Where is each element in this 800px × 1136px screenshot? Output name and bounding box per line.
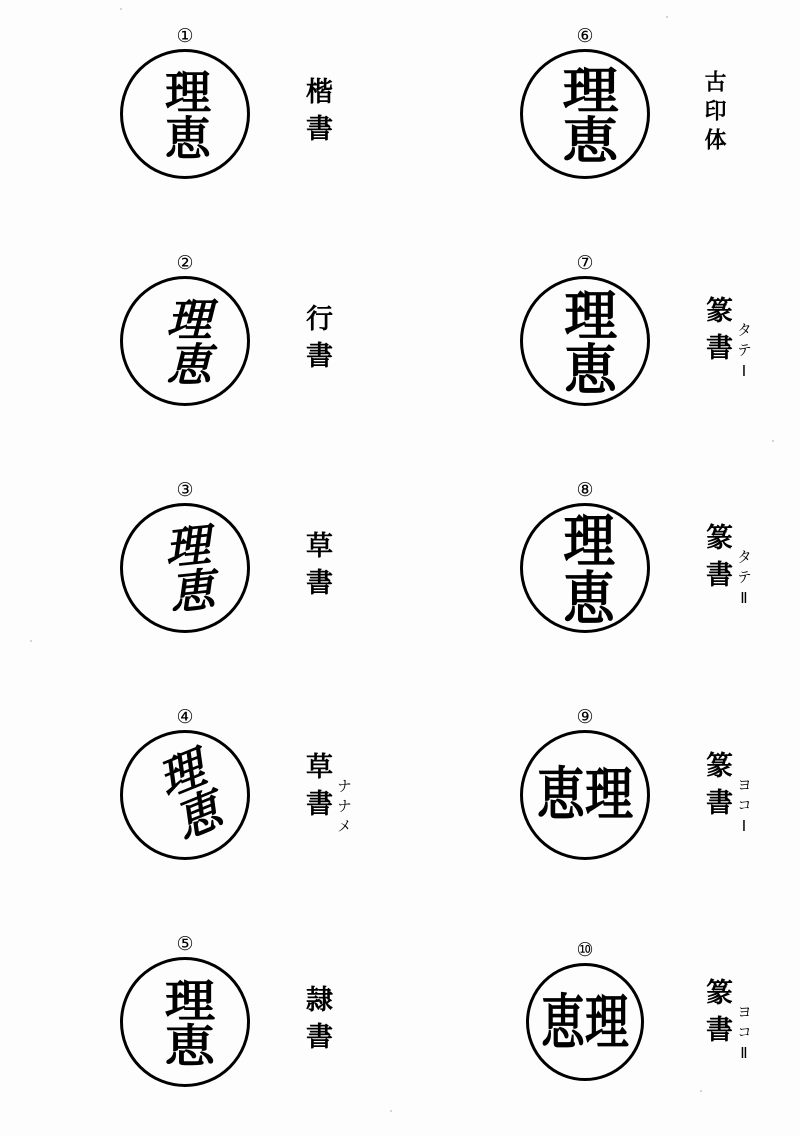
- seal-sample-1[interactable]: [0, 0, 400, 227]
- sample-number-1: ①: [176, 24, 194, 47]
- sample-number-4: ④: [176, 706, 194, 729]
- style-label-sub-10: ヨコⅡ: [735, 1003, 753, 1067]
- style-label-main-9: 篆書: [701, 750, 732, 825]
- sample-number-2: ②: [176, 251, 194, 274]
- seal-impression-9[interactable]: [520, 730, 650, 860]
- sample-number-3: ③: [176, 478, 194, 501]
- style-label-10: [703, 978, 751, 1067]
- seal-impression-4[interactable]: [120, 730, 250, 860]
- seal-characters-8: 理恵: [555, 510, 617, 626]
- sample-number-6: ⑥: [576, 24, 594, 47]
- sample-number-5: ⑤: [176, 933, 194, 956]
- style-label-main-6: 古印体: [701, 70, 727, 158]
- style-label-main-7: 篆書: [701, 296, 732, 371]
- sample-number-9: ⑨: [576, 706, 594, 729]
- seal-sample-9[interactable]: [400, 682, 800, 909]
- seal-characters-10: 理恵: [541, 987, 629, 1058]
- seal-impression-5[interactable]: [120, 957, 250, 1087]
- seal-characters-1: 理恵: [158, 67, 212, 160]
- style-label-main-2: 行書: [301, 303, 332, 378]
- style-label-1: [303, 77, 330, 151]
- stamp-block-9[interactable]: [485, 706, 685, 860]
- seal-impression-8[interactable]: [520, 503, 650, 633]
- seal-sample-6[interactable]: [400, 0, 800, 227]
- style-label-sub-7: タテⅠ: [735, 322, 753, 386]
- style-label-main-5: 隷書: [301, 985, 332, 1060]
- seal-characters-6: 理恵: [553, 63, 619, 164]
- style-label-3: [303, 531, 330, 605]
- seal-sample-7[interactable]: [400, 227, 800, 454]
- seal-impression-3[interactable]: [120, 503, 250, 633]
- seal-sample-10[interactable]: [400, 909, 800, 1136]
- style-label-9: [703, 751, 751, 840]
- style-label-main-3: 草書: [301, 530, 332, 605]
- seal-characters-9: 理恵: [536, 761, 633, 829]
- style-label-main-8: 篆書: [701, 523, 732, 598]
- style-label-8: [703, 523, 751, 612]
- stamp-block-4[interactable]: [85, 706, 285, 860]
- style-label-main-1: 楷書: [301, 76, 332, 151]
- seal-sample-5[interactable]: [0, 909, 400, 1136]
- sample-number-7: ⑦: [576, 251, 594, 274]
- seal-impression-10[interactable]: [526, 963, 644, 1081]
- seal-impression-6[interactable]: [520, 49, 650, 179]
- seal-sample-8[interactable]: [400, 454, 800, 681]
- style-label-sub-4: ナナメ: [335, 778, 353, 839]
- seal-impression-7[interactable]: [520, 276, 650, 406]
- style-label-5: [303, 985, 330, 1059]
- seal-characters-2: 理恵: [158, 295, 212, 386]
- sample-number-10: ⑩: [576, 939, 594, 962]
- style-label-main-10: 篆書: [701, 977, 732, 1052]
- seal-impression-1[interactable]: [120, 49, 250, 179]
- style-label-main-4: 草書: [301, 752, 332, 827]
- seal-characters-7: 理恵: [555, 287, 617, 395]
- stamp-block-3[interactable]: [85, 478, 285, 633]
- style-label-sub-8: タテⅡ: [735, 549, 753, 613]
- seal-characters-5: 理恵: [155, 977, 215, 1068]
- stamp-block-10[interactable]: [485, 939, 685, 1081]
- stamp-block-1[interactable]: [85, 24, 285, 179]
- stamp-block-5[interactable]: [85, 933, 285, 1087]
- style-label-4: [303, 752, 351, 838]
- style-label-7: [703, 296, 751, 385]
- style-label-2: [303, 304, 330, 378]
- seal-impression-2[interactable]: [120, 276, 250, 406]
- stamp-block-8[interactable]: [485, 478, 685, 633]
- seal-characters-3: 理恵: [153, 520, 217, 616]
- sample-number-8: ⑧: [576, 478, 594, 501]
- stamp-block-6[interactable]: [485, 24, 685, 179]
- seal-sample-2[interactable]: [0, 227, 400, 454]
- stamp-block-7[interactable]: [485, 251, 685, 406]
- seal-characters-4: 理恵: [143, 743, 227, 847]
- style-label-sub-9: ヨコⅠ: [735, 776, 753, 840]
- seal-sample-3[interactable]: [0, 454, 400, 681]
- style-label-6: [703, 70, 725, 157]
- stamp-block-2[interactable]: [85, 251, 285, 406]
- seal-sample-4[interactable]: [0, 682, 400, 909]
